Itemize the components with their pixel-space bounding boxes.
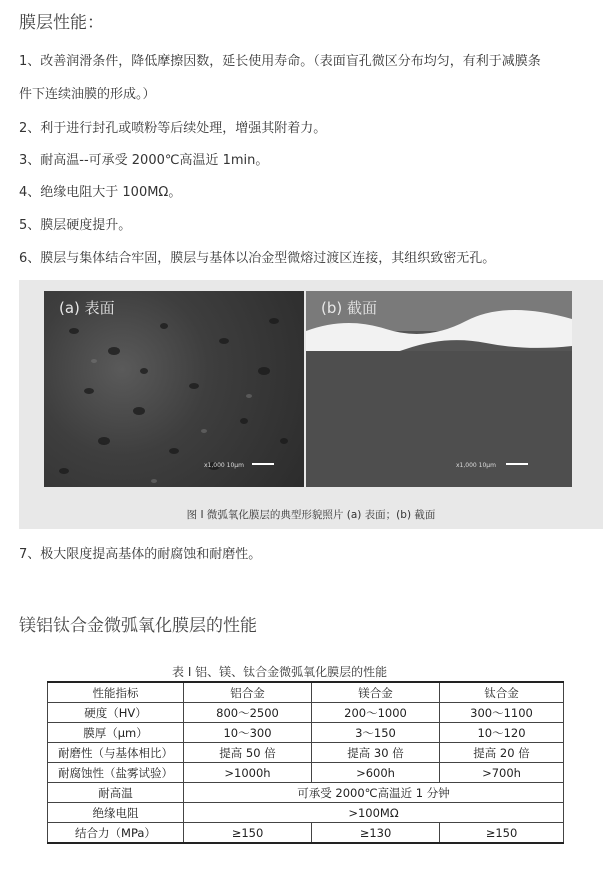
point-2: 2、利于进行封孔或喷粉等后续处理，增强其附着力。	[19, 121, 327, 136]
table-row	[48, 783, 564, 803]
table-cell: 绝缘电阻	[48, 803, 184, 823]
table-cell: 3～150	[312, 723, 440, 743]
table-cell: ≥150	[184, 823, 312, 844]
table-row	[48, 743, 564, 763]
surface-texture	[44, 291, 304, 487]
table-row	[48, 823, 564, 844]
table-header: 性能指标	[48, 682, 184, 703]
table-cell: 300～1100	[440, 703, 564, 723]
table-row	[48, 723, 564, 743]
point-6: 6、膜层与集体结合牢固，膜层与基体以冶金型微熔过渡区连接，其组织致密无孔。	[19, 251, 496, 266]
section-title-membrane-performance: 膜层性能：	[19, 13, 104, 33]
table-cell: >700h	[440, 763, 564, 783]
scale-text-a: x1,000 10μm	[204, 462, 244, 469]
table-cell: >1000h	[184, 763, 312, 783]
section-title-alloy-performance: 镁铝钛合金微弧氧化膜层的性能	[19, 616, 257, 636]
table-cell: >600h	[312, 763, 440, 783]
table-cell: 提高 50 倍	[184, 743, 312, 763]
scale-bar-a	[252, 463, 274, 465]
table-cell: 耐腐蚀性（盐雾试验）	[48, 763, 184, 783]
point-7: 7、极大限度提高基体的耐腐蚀和耐磨性。	[19, 547, 262, 562]
scale-bar-b	[506, 463, 528, 465]
table-cell: ≥130	[312, 823, 440, 844]
micrograph-figure	[19, 280, 603, 529]
table-cell: 提高 30 倍	[312, 743, 440, 763]
point-3: 3、耐高温--可承受 2000℃高温近 1min。	[19, 153, 269, 168]
table-cell: 200～1000	[312, 703, 440, 723]
table-header: 钛合金	[440, 682, 564, 703]
table-cell: 提高 20 倍	[440, 743, 564, 763]
point-5: 5、膜层硬度提升。	[19, 218, 132, 233]
surface-micrograph	[44, 291, 304, 487]
table-cell-merged: >100MΩ	[184, 803, 564, 823]
point-1a: 1、改善润滑条件，降低摩擦因数，延长使用寿命。（表面盲孔微区分布均匀，有利于减膜条	[19, 54, 541, 69]
table-cell: 硬度（HV）	[48, 703, 184, 723]
performance-table	[47, 681, 564, 844]
table-cell: 10～300	[184, 723, 312, 743]
point-1b: 件下连续油膜的形成。）	[19, 87, 156, 102]
table-cell: 耐高温	[48, 783, 184, 803]
table-cell: 800～2500	[184, 703, 312, 723]
cross-section-micrograph	[306, 291, 572, 487]
table-cell: ≥150	[440, 823, 564, 844]
table-title: 表 I 铝、镁、钛合金微弧氧化膜层的性能	[172, 665, 388, 679]
table-header: 镁合金	[312, 682, 440, 703]
cross-section-texture	[306, 291, 572, 487]
table-cell: 结合力（MPa）	[48, 823, 184, 844]
panel-a-label: (a) 表面	[59, 299, 115, 317]
table-row	[48, 763, 564, 783]
table-header: 铝合金	[184, 682, 312, 703]
point-4: 4、绝缘电阻大于 100MΩ。	[19, 185, 182, 200]
figure-caption: 图 I 微弧氧化膜层的典型形貌照片 (a) 表面；(b) 截面	[186, 509, 436, 521]
table-header-row	[48, 682, 564, 703]
table-row	[48, 803, 564, 823]
table-cell-merged: 可承受 2000℃高温近 1 分钟	[184, 783, 564, 803]
table-cell: 耐磨性（与基体相比）	[48, 743, 184, 763]
table-cell: 10～120	[440, 723, 564, 743]
table-row	[48, 703, 564, 723]
table-cell: 膜厚（μm）	[48, 723, 184, 743]
scale-text-b: x1,000 10μm	[456, 462, 496, 469]
panel-b-label: (b) 截面	[321, 299, 377, 317]
